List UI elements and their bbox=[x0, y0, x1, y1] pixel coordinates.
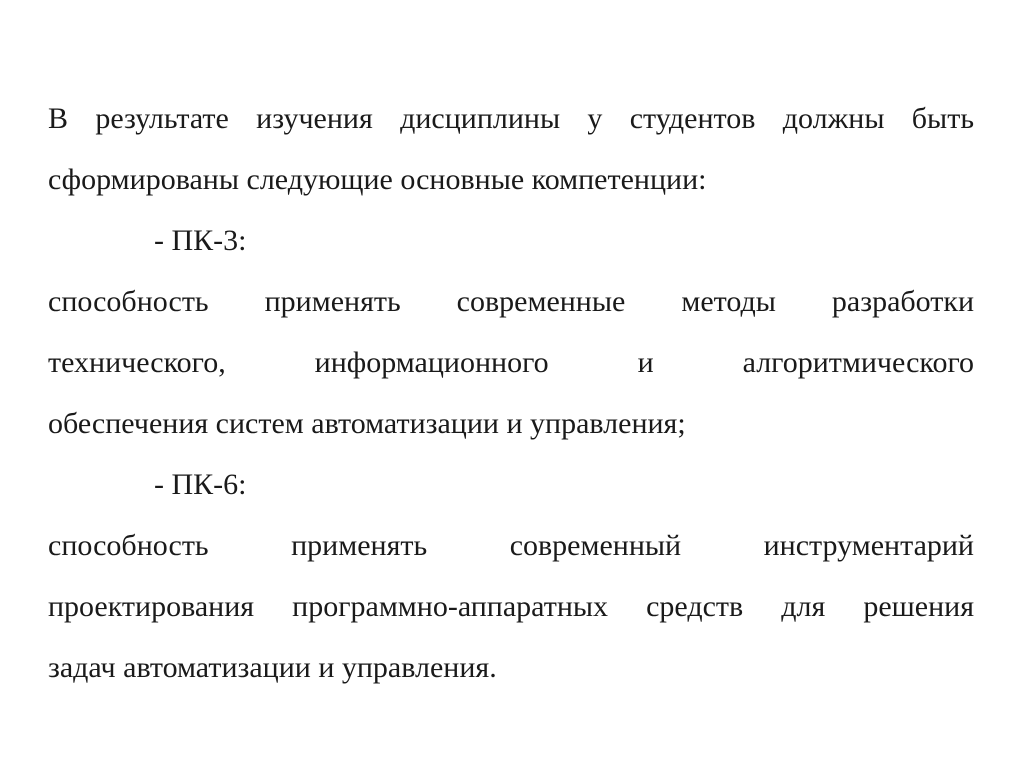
competency-pk6-line-2: проектирования программно-аппаратных средств для решения bbox=[48, 590, 974, 623]
competency-pk3-line-3: обеспечения систем автоматизации и управления; bbox=[48, 407, 686, 440]
intro-line-1: В результате изучения дисциплины у студентов должны быть bbox=[48, 102, 974, 135]
slide-body bbox=[48, 88, 974, 698]
competency-pk3-line-2: технического, информационного и алгоритмического bbox=[48, 346, 974, 379]
competency-code-pk6: - ПК-6: bbox=[154, 468, 247, 501]
intro-line-2: сформированы следующие основные компетенции: bbox=[48, 163, 707, 196]
competency-pk3-line-1: способность применять современные методы разработки bbox=[48, 285, 974, 318]
competency-pk6-line-1: способность применять современный инструментарий bbox=[48, 529, 974, 562]
competency-code-pk3: - ПК-3: bbox=[154, 224, 247, 257]
competency-pk6-line-3: задач автоматизации и управления. bbox=[48, 651, 497, 684]
